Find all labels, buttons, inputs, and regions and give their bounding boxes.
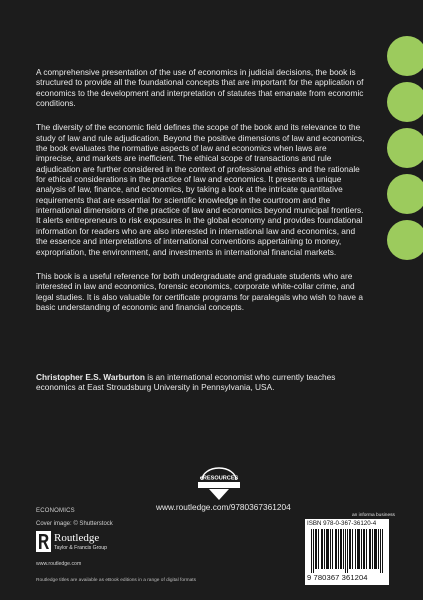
subject-category: ECONOMICS (36, 508, 75, 514)
isbn-label: ISBN 978-0-367-36120-4 (307, 520, 377, 527)
informa-business-label: an informa business (352, 513, 395, 518)
author-bio (36, 372, 366, 393)
eresources-icon (194, 467, 244, 502)
green-circle (387, 174, 423, 214)
ebook-note: Routledge titles are available as eBook editions in a range of digital formats (36, 578, 196, 583)
eresources-prefix: e (199, 475, 203, 482)
green-circle (387, 36, 423, 76)
green-circle (387, 128, 423, 168)
barcode-digits: 9 780367 361204 (307, 573, 368, 582)
publisher-website[interactable]: www.routledge.com (36, 561, 82, 567)
author-bio-text: is an international economist who currently teaches economics at East Stroudsburg University in Pennsylvania, USA. (36, 372, 336, 393)
publisher-name: Routledge (54, 532, 100, 544)
routledge-r-icon (36, 531, 51, 552)
author-name: Christopher E.S. Warburton (36, 372, 145, 382)
description-paragraph-2: The diversity of the economic field defines the scope of the book and its relevance to the study of law and rule adjudication. Beyond the positive dimensions of law and economics, the book evaluates the normative aspects of law and economics when laws are imprecise, and markets are inefficient. The ethical scope of transactions and rule adjudication are further considered in the context of professional ethics and the rationale for ethical considerations in the practice of law and economics. It presents a unique analysis of law, finance, and economics, by taking a look at the intricate quantitative requirements that are essential for scientific knowledge in the courtroom and the international dimensions of the practice of law and economics beyond municipal frontiers. It alerts entrepreneurs to risk exposures in the global economy and provides foundational information for readers who are also interested in international law and economics, and the essence and interpretations of international conventions appertaining to money, expropriation, the environment, and investments in international financial markets. (36, 122, 365, 257)
publisher-group: Taylor & Francis Group (54, 545, 108, 551)
description-paragraph-3: This book is a useful reference for both undergraduate and graduate students who are interested in law and economics, forensic economics, corporate white-collar crime, and legal studies. It is also valuable for certificate programs for paralegals who wish to have a basic understanding of economic and financial concepts. (36, 270, 363, 312)
cover-image-credit: Cover image: © Shutterstock (36, 521, 113, 527)
routledge-logo (36, 531, 156, 557)
green-circle (387, 220, 423, 260)
book-website-link[interactable]: www.routledge.com/9780367361204 (156, 502, 291, 512)
description-paragraph-1: A comprehensive presentation of the use of economics in judicial decisions, the book is structured to provide all the foundational concepts that are important for the application of economics to the development and interpretation of statutes that emanate from economic conditions. (36, 67, 364, 109)
barcode-icon (309, 529, 385, 573)
eresources-label: RESOURCES (202, 475, 239, 482)
isbn-barcode-box (305, 519, 389, 585)
svg-text:eRESOURCES (200, 476, 239, 482)
green-circle (387, 82, 423, 122)
book-description (36, 67, 366, 323)
